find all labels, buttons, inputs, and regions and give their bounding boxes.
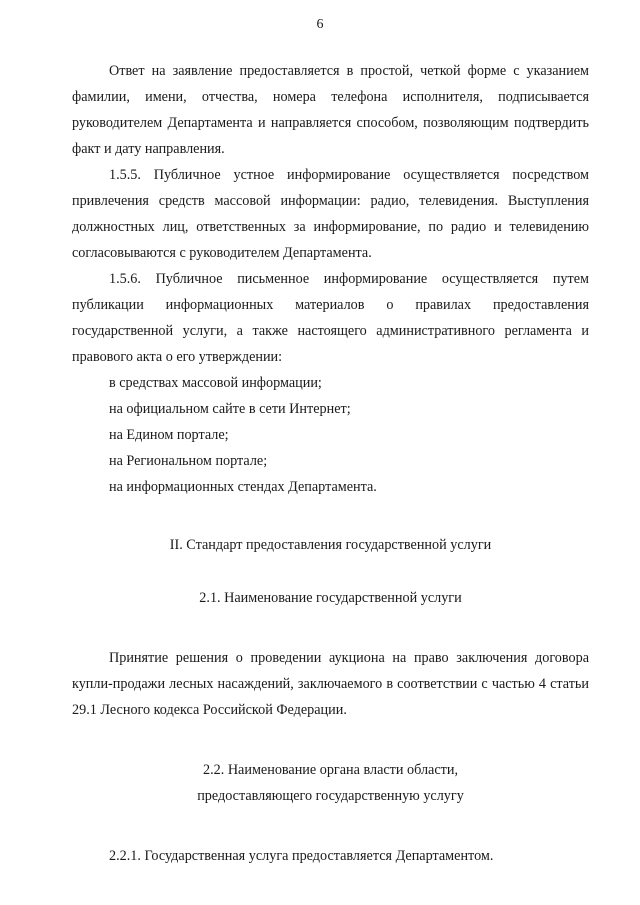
subsection-heading-2-2-line2: предоставляющего государственную услугу xyxy=(197,788,464,804)
publication-list xyxy=(72,370,589,500)
list-item: на официальном сайте в сети Интернет; xyxy=(109,401,351,417)
section-heading: II. Стандарт предоставления государственной услуги xyxy=(169,537,492,553)
list-item: в средствах массовой информации; xyxy=(109,375,322,391)
subsection-heading-2-2-line1: 2.2. Наименование органа власти области, xyxy=(202,762,458,778)
list-item: на Едином портале; xyxy=(109,427,229,443)
list-item: на Региональном портале; xyxy=(109,453,268,469)
paragraph-1-5-5: 1.5.5. Публичное устное информирование осуществляется посредством привлечения средств массовой информации: радио, телевидения. Выступления должностных лиц, ответственных за информирование, по радио и телевидению согласовываются с руководителем Департамента. xyxy=(72,167,589,261)
list-item: на информационных стендах Департамента. xyxy=(109,479,377,495)
paragraph-1-5-6: 1.5.6. Публичное письменное информирование осуществляется путем публикации информационных материалов о правилах предоставления государственной услуги, а также настоящего административного регламента и правового акта о его утверждении: xyxy=(72,271,589,365)
page-number: 6 xyxy=(316,17,324,32)
document-body xyxy=(72,58,589,869)
paragraph-response: Ответ на заявление предоставляется в простой, четкой форме с указанием фамилии, имени, отчества, номера телефона исполнителя, подписывается руководителем Департамента и направляется способом, позволяющим подтвердить факт и дату направления. xyxy=(72,63,589,157)
paragraph-2-1: Принятие решения о проведении аукциона на право заключения договора купли-продажи лесных насаждений, заключаемого в соответствии с частью 4 статьи 29.1 Лесного кодекса Российской Федерации. xyxy=(72,650,589,718)
subsection-heading-2-1: 2.1. Наименование государственной услуги xyxy=(199,590,462,606)
paragraph-2-2-1: 2.2.1. Государственная услуга предоставляется Департаментом. xyxy=(109,848,494,864)
